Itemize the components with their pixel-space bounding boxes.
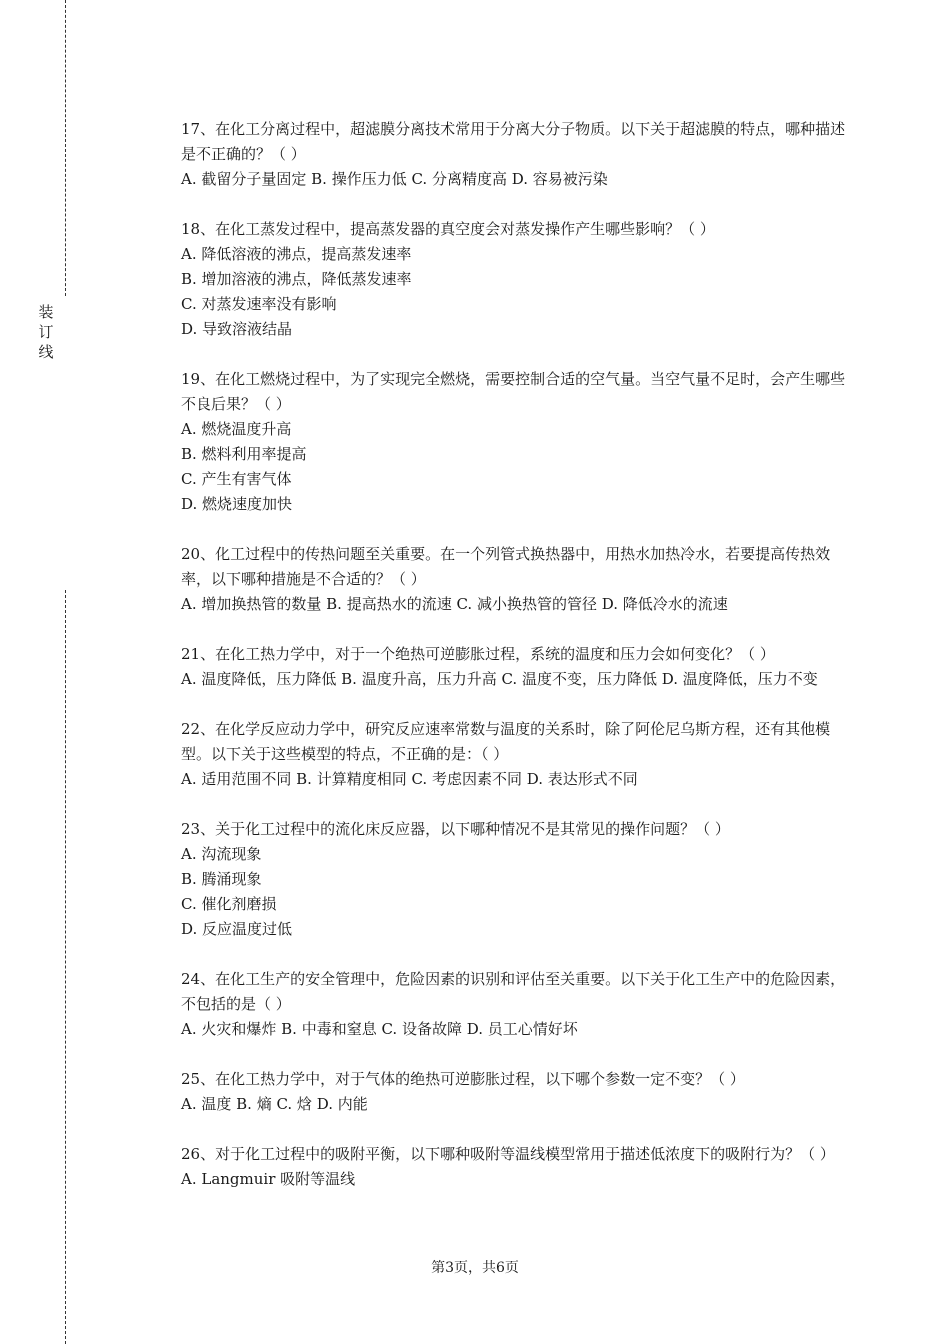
question-option: A. 火灾和爆炸 B. 中毒和窒息 C. 设备故障 D. 员工心情好坏 (181, 1020, 578, 1038)
binding-char: 线 (38, 343, 54, 361)
question-item (181, 367, 846, 517)
question-option: B. 腾涌现象 (181, 870, 262, 888)
binding-label (36, 302, 56, 362)
question-option: A. 温度 B. 熵 C. 焓 D. 内能 (181, 1095, 368, 1113)
question-item (181, 1067, 846, 1117)
question-option: A. 适用范围不同 B. 计算精度相同 C. 考虑因素不同 D. 表达形式不同 (181, 770, 638, 788)
question-option: A. 增加换热管的数量 B. 提高热水的流速 C. 减小换热管的管径 D. 降低冷水的流速 (181, 595, 728, 613)
question-text: 26、对于化工过程中的吸附平衡，以下哪种吸附等温线模型常用于描述低浓度下的吸附行为？（ ） (181, 1145, 835, 1163)
question-text: 22、在化学反应动力学中，研究反应速率常数与温度的关系时，除了阿伦尼乌斯方程，还有其他模型。以下关于这些模型的特点，不正确的是：（ ） (181, 720, 831, 763)
question-item (181, 642, 846, 692)
question-text: 25、在化工热力学中，对于气体的绝热可逆膨胀过程，以下哪个参数一定不变？（ ） (181, 1070, 745, 1088)
question-text: 23、关于化工过程中的流化床反应器，以下哪种情况不是其常见的操作问题？（ ） (181, 820, 730, 838)
binding-char: 装 (38, 303, 54, 321)
question-option: A. 降低溶液的沸点，提高蒸发速率 (181, 245, 412, 263)
question-option: B. 增加溶液的沸点，降低蒸发速率 (181, 270, 412, 288)
question-text: 17、在化工分离过程中，超滤膜分离技术常用于分离大分子物质。以下关于超滤膜的特点，哪种描述是不正确的？（ ） (181, 120, 846, 163)
question-option: A. 沟流现象 (181, 845, 262, 863)
question-option: D. 反应温度过低 (181, 920, 293, 938)
question-option: C. 催化剂磨损 (181, 895, 277, 913)
question-option: A. 截留分子量固定 B. 操作压力低 C. 分离精度高 D. 容易被污染 (181, 170, 608, 188)
question-option: C. 产生有害气体 (181, 470, 292, 488)
page-footer: 第3页，共6页 (431, 1260, 519, 1276)
question-option: D. 导致溶液结晶 (181, 320, 293, 338)
question-text: 18、在化工蒸发过程中，提高蒸发器的真空度会对蒸发操作产生哪些影响？（ ） (181, 220, 715, 238)
question-option: A. Langmuir 吸附等温线 (181, 1170, 356, 1188)
question-option: A. 燃烧温度升高 (181, 420, 292, 438)
question-item (181, 542, 846, 617)
question-text: 20、化工过程中的传热问题至关重要。在一个列管式换热器中，用热水加热冷水，若要提高传热效率，以下哪种措施是不合适的？（ ） (181, 545, 831, 588)
question-item (181, 1142, 846, 1192)
question-item (181, 967, 846, 1042)
binding-char: 订 (38, 323, 54, 341)
question-item (181, 117, 846, 192)
question-list (181, 117, 846, 1217)
question-item (181, 817, 846, 942)
question-option: C. 对蒸发速率没有影响 (181, 295, 337, 313)
question-text: 24、在化工生产的安全管理中，危险因素的识别和评估至关重要。以下关于化工生产中的危险因素，不包括的是（ ） (181, 970, 846, 1013)
binding-line-top (65, 0, 66, 296)
question-item (181, 217, 846, 342)
question-item (181, 717, 846, 792)
binding-line-bottom (65, 590, 66, 1344)
question-option: D. 燃烧速度加快 (181, 495, 293, 513)
question-text: 21、在化工热力学中，对于一个绝热可逆膨胀过程，系统的温度和压力会如何变化？（ ） (181, 645, 775, 663)
question-option: A. 温度降低，压力降低 B. 温度升高，压力升高 C. 温度不变，压力降低 D. 温度降低，压力不变 (181, 670, 818, 688)
question-option: B. 燃料利用率提高 (181, 445, 307, 463)
question-text: 19、在化工燃烧过程中，为了实现完全燃烧，需要控制合适的空气量。当空气量不足时，会产生哪些不良后果？（ ） (181, 370, 846, 413)
